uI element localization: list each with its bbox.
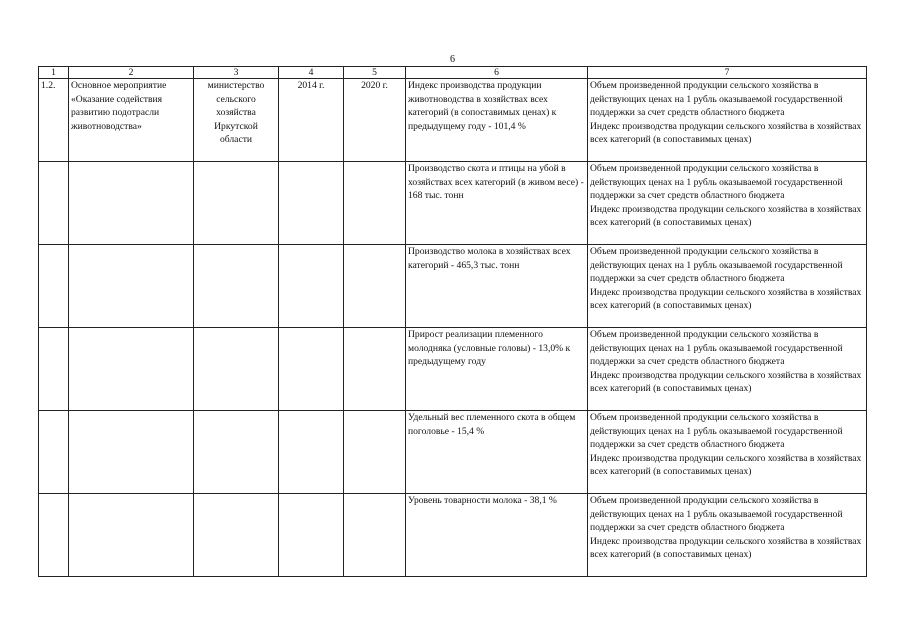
measure-cell: Объем произведенной продукции сельского хозяйства в действующих ценах на 1 рубль оказываемой государственной поддержки за счет средств областного бюджета Индекс производства продукции сельского хозяйства в хозяйствах всех категорий (в сопоставимых ценах) — [588, 79, 867, 162]
executor-cell — [194, 328, 279, 411]
activity-cell: Основное мероприятие «Оказание содействия развитию подотрасли животноводства» — [69, 79, 194, 162]
row-number — [39, 245, 69, 328]
measure-cell: Объем произведенной продукции сельского хозяйства в действующих ценах на 1 рубль оказываемой государственной поддержки за счет средств областного бюджета Индекс производства продукции сельского хозяйства в хозяйствах всех категорий (в сопоставимых ценах) — [588, 494, 867, 577]
start-year-cell — [279, 411, 344, 494]
indicator-cell: Производство молока в хозяйствах всех категорий - 465,3 тыс. тонн — [406, 245, 588, 328]
header-cell: 2 — [69, 67, 194, 79]
table-row — [39, 162, 867, 245]
end-year-cell — [344, 494, 406, 577]
header-cell: 5 — [344, 67, 406, 79]
table-row — [39, 494, 867, 577]
header-cell: 4 — [279, 67, 344, 79]
executor-cell — [194, 411, 279, 494]
header-cell: 1 — [39, 67, 69, 79]
start-year-cell — [279, 328, 344, 411]
row-number — [39, 162, 69, 245]
end-year-cell: 2020 г. — [344, 79, 406, 162]
indicator-cell: Производство скота и птицы на убой в хозяйствах всех категорий (в живом весе) - 168 тыс. тонн — [406, 162, 588, 245]
indicator-cell: Прирост реализации племенного молодняка (условные головы) - 13,0% к предыдущему году — [406, 328, 588, 411]
row-number: 1.2. — [39, 79, 69, 162]
executor-cell — [194, 245, 279, 328]
page-number: 6 — [450, 54, 455, 65]
table-row — [39, 328, 867, 411]
table-header-row — [39, 67, 867, 79]
table-row — [39, 411, 867, 494]
start-year-cell: 2014 г. — [279, 79, 344, 162]
table-row — [39, 79, 867, 162]
indicator-cell: Уровень товарности молока - 38,1 % — [406, 494, 588, 577]
header-cell: 7 — [588, 67, 867, 79]
start-year-cell — [279, 162, 344, 245]
activity-cell — [69, 162, 194, 245]
measure-cell: Объем произведенной продукции сельского хозяйства в действующих ценах на 1 рубль оказываемой государственной поддержки за счет средств областного бюджета Индекс производства продукции сельского хозяйства в хозяйствах всех категорий (в сопоставимых ценах) — [588, 328, 867, 411]
indicator-cell: Индекс производства продукции животноводства в хозяйствах всех категорий (в сопоставимых ценах) к предыдущему году - 101,4 % — [406, 79, 588, 162]
table-row — [39, 245, 867, 328]
end-year-cell — [344, 162, 406, 245]
measure-cell: Объем произведенной продукции сельского хозяйства в действующих ценах на 1 рубль оказываемой государственной поддержки за счет средств областного бюджета Индекс производства продукции сельского хозяйства в хозяйствах всех категорий (в сопоставимых ценах) — [588, 162, 867, 245]
measure-cell: Объем произведенной продукции сельского хозяйства в действующих ценах на 1 рубль оказываемой государственной поддержки за счет средств областного бюджета Индекс производства продукции сельского хозяйства в хозяйствах всех категорий (в сопоставимых ценах) — [588, 245, 867, 328]
measure-cell: Объем произведенной продукции сельского хозяйства в действующих ценах на 1 рубль оказываемой государственной поддержки за счет средств областного бюджета Индекс производства продукции сельского хозяйства в хозяйствах всех категорий (в сопоставимых ценах) — [588, 411, 867, 494]
activity-cell — [69, 411, 194, 494]
end-year-cell — [344, 245, 406, 328]
executor-cell — [194, 494, 279, 577]
end-year-cell — [344, 411, 406, 494]
row-number — [39, 494, 69, 577]
header-cell: 3 — [194, 67, 279, 79]
executor-cell — [194, 162, 279, 245]
header-cell: 6 — [406, 67, 588, 79]
activity-cell — [69, 328, 194, 411]
executor-cell: министерство сельского хозяйства Иркутской области — [194, 79, 279, 162]
start-year-cell — [279, 245, 344, 328]
row-number — [39, 411, 69, 494]
end-year-cell — [344, 328, 406, 411]
start-year-cell — [279, 494, 344, 577]
activity-cell — [69, 245, 194, 328]
row-number — [39, 328, 69, 411]
activity-cell — [69, 494, 194, 577]
program-table — [38, 66, 867, 577]
indicator-cell: Удельный вес племенного скота в общем поголовье - 15,4 % — [406, 411, 588, 494]
